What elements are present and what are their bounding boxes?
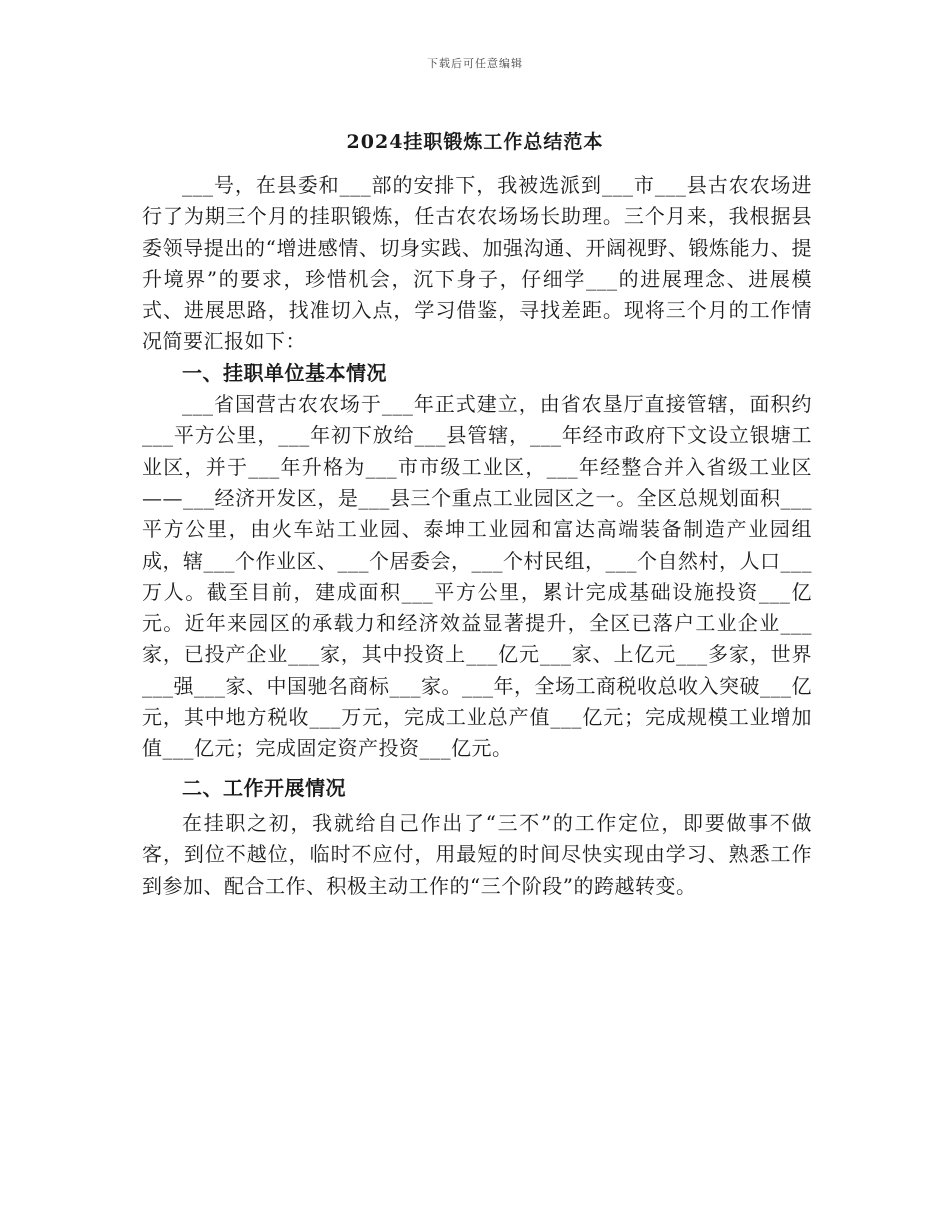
section-1-paragraph: ___省国营古农农场于___年正式建立，由省农垦厅直接管辖，面积约___平方公里，___年初下放给___县管辖，___年经市政府下文设立银塘工业区，并于___年升格为___市市级工业区，___年经整合并入省级工业区——___经济开发区，是___县三个重点工业园区之一。全区总规划面积___平方公里，由火车站工业园、泰坤工业园和富达高端装备制造产业园组成，辖___个作业区、___个居委会，___个村民组，___个自然村，人口___万人。截至目前，建成面积___平方公里，累计完成基础设施投资___亿元。近年来园区的承载力和经济效益显著提升，全区已落户工业企业___家，已投产企业___家，其中投资上___亿元___家、上亿元___多家，世界___强___家、中国驰名商标___家。___年，全场工商税收总收入突破___亿元，其中地方税收___万元，完成工业总产值___亿元；完成规模工业增加值___亿元；完成固定资产投资___亿元。 [142,392,812,761]
page-header: 下载后可任意编辑 [427,57,523,70]
section-heading-2: 二、工作开展情况 [182,775,346,800]
document-body [142,170,812,902]
intro-paragraph: ___号，在县委和___部的安排下，我被选派到___市___县古农农场进行了为期三个月的挂职锻炼，任古农农场场长助理。三个月来，我根据县委领导提出的“增进感情、切身实践、加强沟通、开阔视野、锻炼能力、提升境界”的要求，珍惜机会，沉下身子，仔细学___的进展理念、进展模式、进展思路，找准切入点，学习借鉴，寻找差距。现将三个月的工作情况简要汇报如下： [142,173,812,354]
section-2-paragraph: 在挂职之初，我就给自己作出了“三不”的工作定位，即要做事不做客，到位不越位，临时不应付，用最短的时间尽快实现由学习、熟悉工作到参加、配合工作、积极主动工作的“三个阶段”的跨越转变。 [142,810,812,898]
document-title: 2024挂职锻炼工作总结范本 [346,131,604,153]
section-heading-1: 一、挂职单位基本情况 [182,360,387,385]
